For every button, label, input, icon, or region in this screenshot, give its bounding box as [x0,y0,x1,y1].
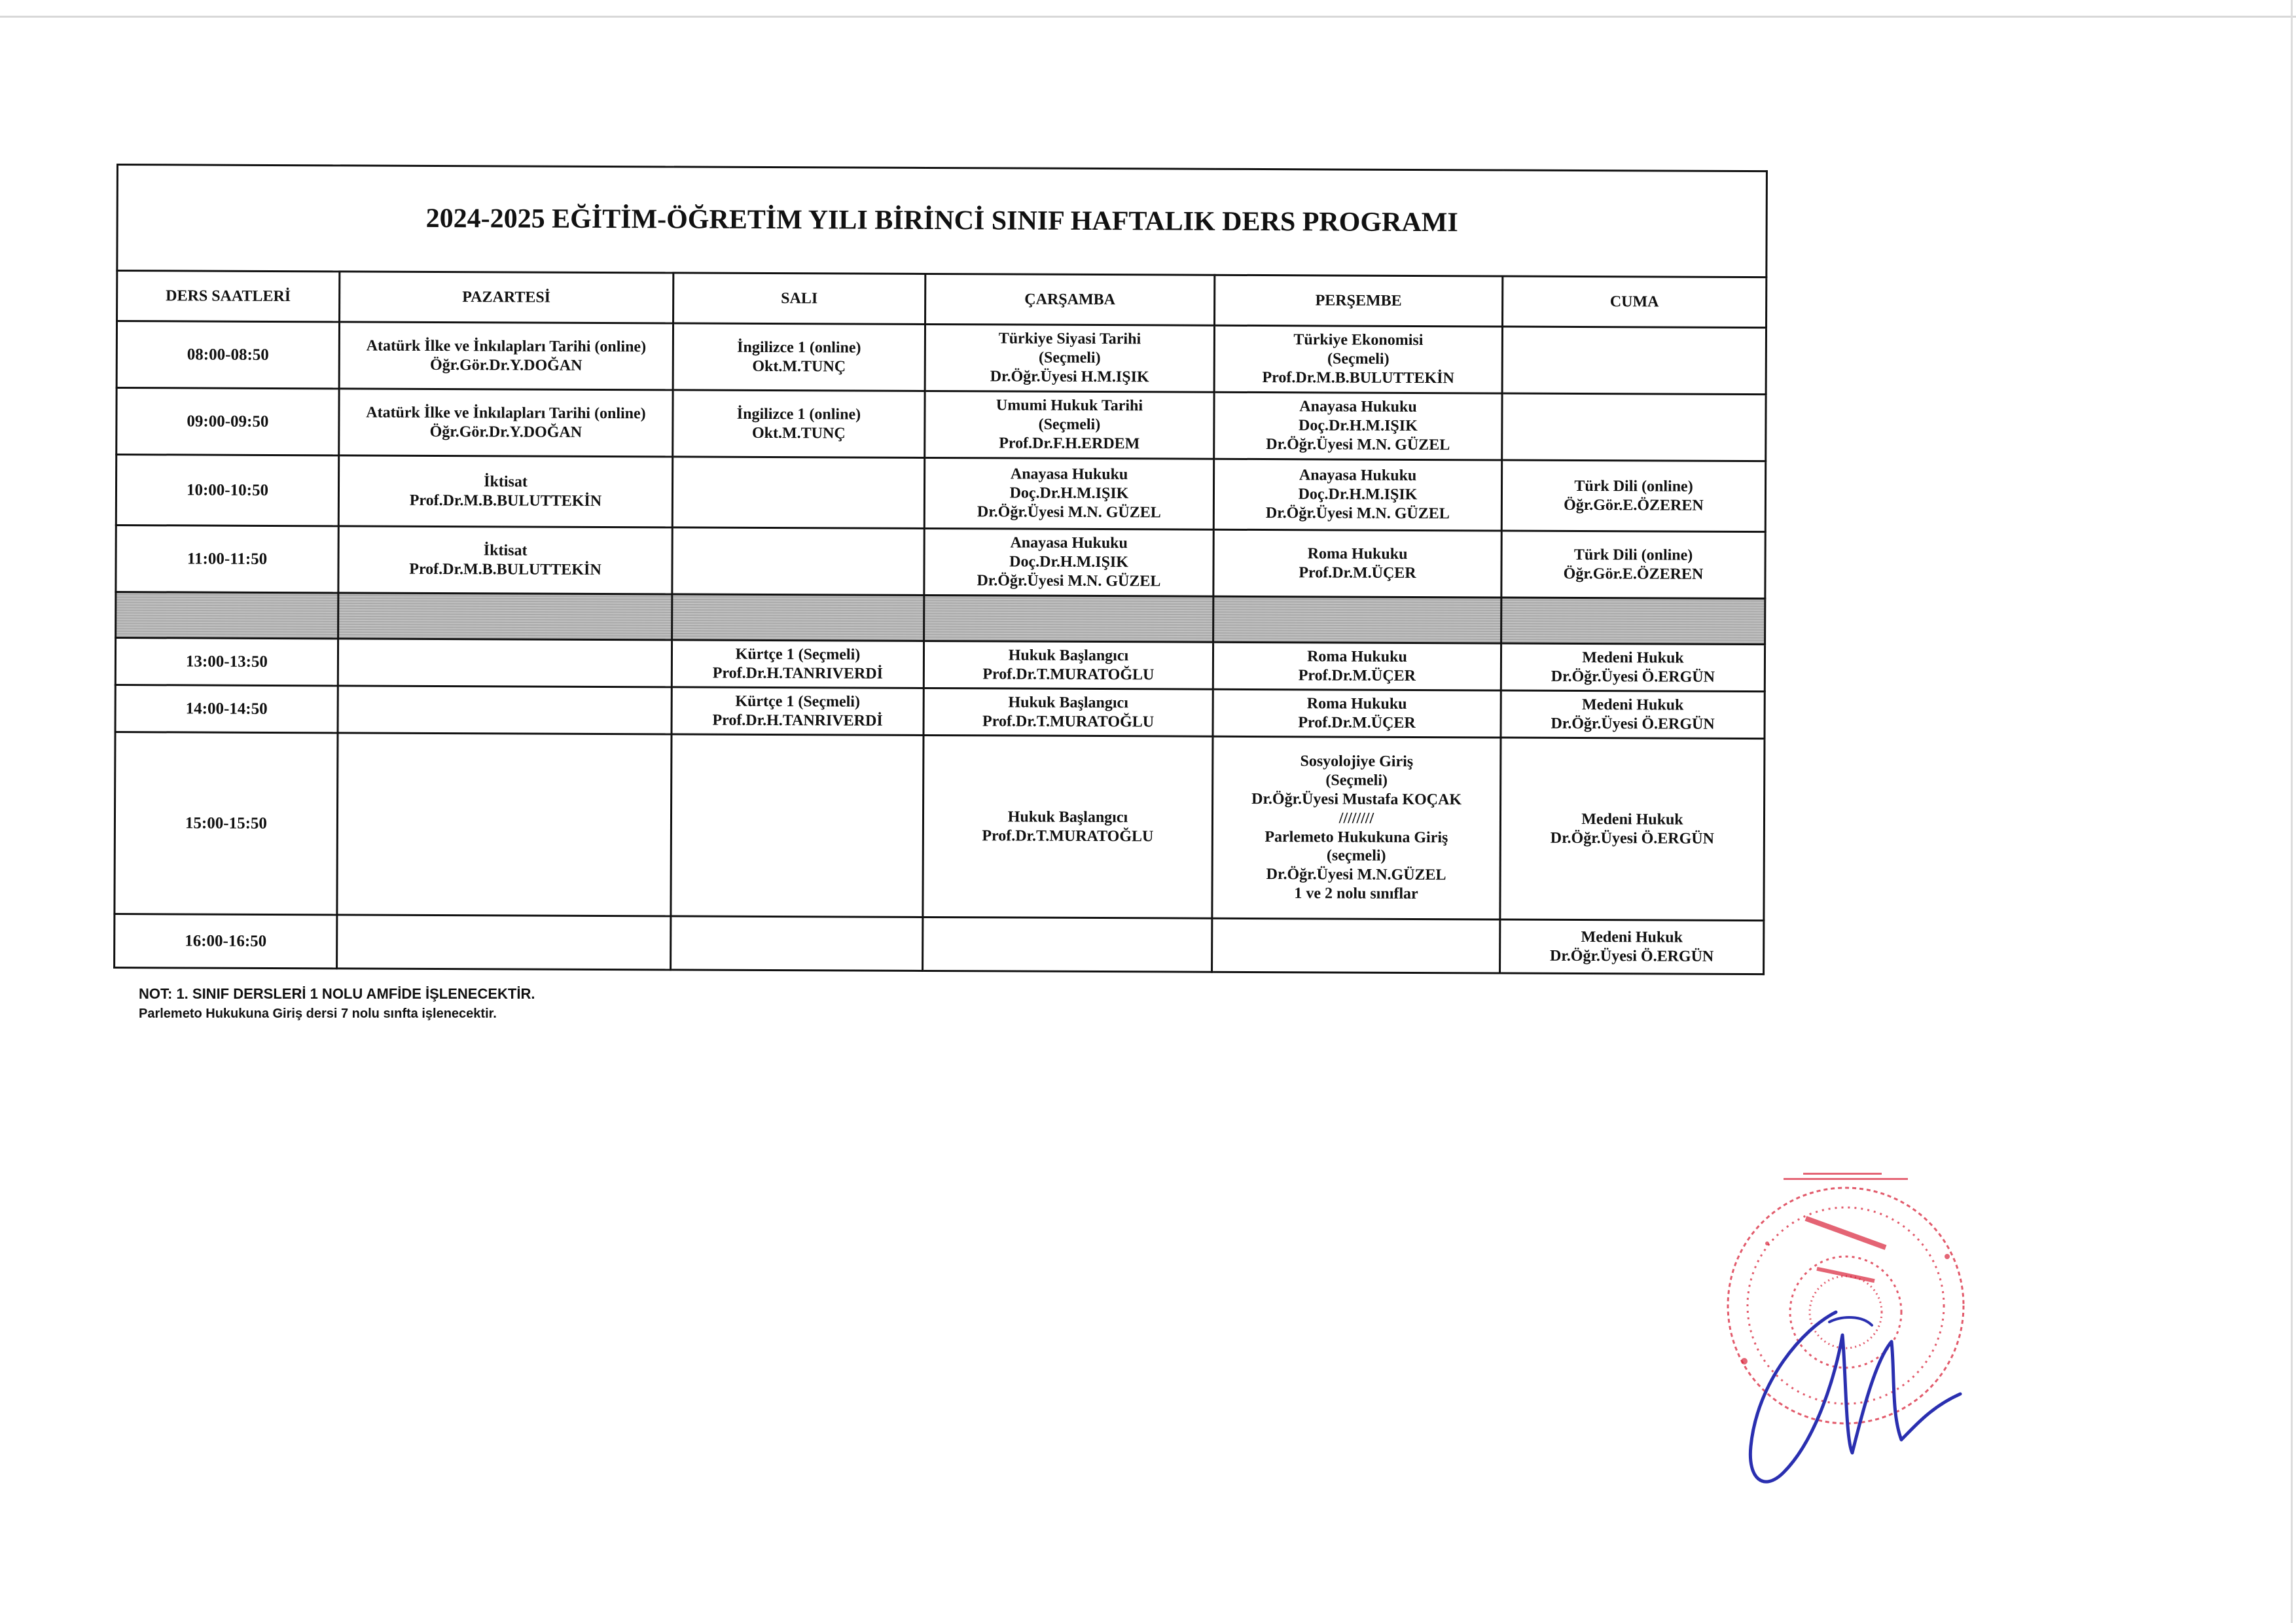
course-cell-monday [337,733,672,916]
course-line: Okt.M.TUNÇ [752,357,846,375]
course-cell-monday [337,915,671,970]
table-row [116,526,1765,599]
course-line: Medeni Hukuk [1581,810,1683,829]
course-cell-monday [339,322,673,390]
official-stamp-with-signature [1705,1165,1986,1505]
course-line: (Seçmeli) [1038,349,1101,367]
course-line: Prof.Dr.M.B.BULUTTEKİN [1262,368,1454,387]
header-friday: CUMA [1503,276,1767,328]
course-line: Umumi Hukuk Tarihi [996,397,1143,415]
course-cell-monday [338,526,672,594]
course-line: Dr.Öğr.Üyesi Mustafa KOÇAK [1251,790,1462,809]
course-line: Medeni Hukuk [1582,649,1684,667]
time-slot: 09:00-09:50 [117,388,339,455]
scan-edge-top [0,16,2296,18]
course-cell-tuesday [671,734,924,918]
course-cell-wednesday [924,457,1213,529]
course-line: Medeni Hukuk [1581,696,1684,714]
course-line: Dr.Öğr.Üyesi Ö.ERGÜN [1549,947,1714,965]
course-line: Hukuk Başlangıcı [1008,694,1128,711]
course-line: Kürtçe 1 (Seçmeli) [735,692,861,711]
course-line: Türkiye Ekonomisi [1293,331,1424,349]
course-line: Öğr.Gör.E.ÖZEREN [1564,496,1704,514]
course-line: Anayasa Hukuku [1010,465,1128,484]
time-slot: 11:00-11:50 [116,526,338,593]
course-cell-monday [338,686,672,734]
course-cell-monday [338,639,672,687]
course-line: Dr.Öğr.Üyesi H.M.IŞIK [990,368,1149,386]
course-line: Dr.Öğr.Üyesi M.N. GÜZEL [977,572,1161,590]
notes [139,986,535,1022]
course-cell-friday [1501,531,1765,599]
course-cell-tuesday [672,640,924,688]
time-slot [116,592,338,639]
course-line: Prof.Dr.T.MURATOĞLU [982,827,1154,845]
course-cell-friday [1501,690,1765,739]
course-line: Roma Hukuku [1307,648,1407,666]
course-cell-friday [1501,597,1765,645]
time-slot: 10:00-10:50 [116,455,338,526]
course-line: İngilizce 1 (online) [737,338,861,357]
course-line: Hukuk Başlangıcı [1007,808,1128,826]
course-line: Öğr.Gör.Dr.Y.DOĞAN [429,356,583,374]
course-line: Medeni Hukuk [1581,928,1683,946]
course-line: Prof.Dr.M.ÜÇER [1299,563,1416,582]
course-cell-tuesday [672,527,924,596]
table-row [115,732,1765,920]
course-line: Roma Hukuku [1307,545,1408,563]
table-row [117,321,1766,395]
course-cell-friday [1502,327,1766,395]
course-line: Prof.Dr.H.TANRIVERDİ [712,664,884,683]
course-line: Sosyolojiye Giriş [1300,753,1414,771]
header-wednesday: ÇARŞAMBA [925,274,1215,325]
lunch-break-row [116,592,1765,645]
course-line: Türk Dili (online) [1574,477,1693,495]
course-line: Prof.Dr.F.H.ERDEM [999,435,1140,453]
header-thursday: PERŞEMBE [1215,275,1503,327]
course-line: Dr.Öğr.Üyesi M.N.GÜZEL [1266,866,1446,884]
course-line: Doç.Dr.H.M.IŞIK [1298,417,1418,435]
course-cell-thursday [1212,918,1500,973]
course-line: Okt.M.TUNÇ [751,424,846,442]
course-line: Doç.Dr.H.M.IŞIK [1009,553,1129,571]
page-title: 2024-2025 EĞİTİM-ÖĞRETİM YILI BİRİNCİ SINIF HAFTALIK DERS PROGRAMI [117,165,1767,277]
course-line: Dr.Öğr.Üyesi Ö.ERGÜN [1551,715,1715,733]
course-line: İngilizce 1 (online) [736,405,861,423]
course-line: Roma Hukuku [1306,695,1407,713]
time-slot: 08:00-08:50 [117,321,339,389]
course-line: Prof.Dr.T.MURATOĞLU [982,712,1155,730]
course-cell-thursday [1212,736,1501,919]
time-slot: 15:00-15:50 [115,732,338,914]
course-line: Türk Dili (online) [1573,546,1693,564]
course-cell-friday [1501,460,1765,532]
course-cell-tuesday [673,323,925,391]
course-cell-monday [339,389,673,457]
table-row [117,388,1766,461]
course-cell-thursday [1213,459,1501,531]
header-row [117,271,1767,328]
course-line: Kürtçe 1 (Seçmeli) [735,645,861,664]
course-cell-tuesday [673,390,925,458]
course-line: Dr.Öğr.Üyesi Ö.ERGÜN [1551,668,1715,686]
course-line: Hukuk Başlangıcı [1008,647,1129,664]
scan-edge-right [2291,0,2293,1623]
course-cell-friday [1500,738,1765,921]
table-row [115,638,1765,692]
course-cell-wednesday [924,528,1213,596]
course-cell-thursday [1213,529,1501,597]
course-cell-friday [1501,643,1765,692]
course-cell-thursday [1214,325,1502,393]
course-cell-tuesday [672,687,924,736]
course-line: Anayasa Hukuku [1010,534,1128,552]
course-line: Doç.Dr.H.M.IŞIK [1009,484,1129,503]
course-line: İktisat [484,473,528,491]
course-line: (Seçmeli) [1325,772,1388,789]
table-row [115,914,1764,974]
course-line: Dr.Öğr.Üyesi Ö.ERGÜN [1550,829,1715,847]
header-tuesday: SALI [673,273,925,325]
course-cell-friday [1500,919,1764,974]
course-cell-wednesday [924,641,1213,689]
table-row [116,455,1765,532]
course-line: (seçmeli) [1326,847,1386,865]
course-line: Anayasa Hukuku [1299,398,1417,416]
course-cell-wednesday [925,324,1214,392]
course-cell-monday [338,455,672,527]
time-slot: 14:00-14:50 [115,685,338,732]
course-line: //////// [1338,810,1374,827]
course-cell-thursday [1213,689,1501,738]
time-slot: 16:00-16:50 [115,914,337,968]
course-line: Dr.Öğr.Üyesi M.N. GÜZEL [1265,504,1450,523]
course-cell-wednesday [923,917,1212,972]
course-line: Öğr.Gör.E.ÖZEREN [1563,565,1704,583]
course-cell-tuesday [672,457,924,529]
course-line: Prof.Dr.T.MURATOĞLU [982,665,1155,683]
table-row [115,685,1765,738]
course-line: Prof.Dr.M.ÜÇER [1298,713,1416,732]
course-line: Prof.Dr.M.B.BULUTTEKİN [409,491,602,510]
course-line: Prof.Dr.M.ÜÇER [1298,666,1416,685]
course-cell-wednesday [924,595,1213,642]
header-time: DERS SAATLERİ [117,271,340,322]
course-cell-monday [338,593,672,640]
course-line: İktisat [483,541,528,560]
course-line: Prof.Dr.M.B.BULUTTEKİN [409,560,601,579]
course-line: Atatürk İlke ve İnkılapları Tarihi (online) [366,404,646,422]
course-cell-friday [1502,393,1766,461]
course-cell-tuesday [672,594,924,641]
course-cell-wednesday [924,688,1213,736]
header-monday: PAZARTESİ [340,272,673,323]
course-cell-tuesday [671,916,923,971]
course-line: Anayasa Hukuku [1299,467,1417,485]
course-line: Atatürk İlke ve İnkılapları Tarihi (online) [366,337,647,355]
course-cell-thursday [1214,392,1502,460]
course-line: Dr.Öğr.Üyesi M.N. GÜZEL [977,503,1161,522]
course-cell-thursday [1213,596,1501,643]
course-cell-wednesday [925,391,1214,459]
note-line-1: NOT: 1. SINIF DERSLERİ 1 NOLU AMFİDE İŞLENECEKTİR. [139,986,535,1002]
course-line: (Seçmeli) [1038,416,1101,434]
time-slot: 13:00-13:50 [115,638,338,686]
course-cell-thursday [1213,642,1501,690]
course-line: 1 ve 2 nolu sınıflar [1294,885,1418,902]
course-line: Doç.Dr.H.M.IŞIK [1298,486,1418,504]
note-line-2: Parlemeto Hukukuna Giriş dersi 7 nolu sınfta işlenecektir. [139,1007,497,1021]
course-line: Öğr.Gör.Dr.Y.DOĞAN [429,423,583,441]
course-line: Prof.Dr.H.TANRIVERDİ [712,711,883,730]
course-cell-wednesday [923,735,1213,918]
course-line: Parlemeto Hukukuna Giriş [1265,828,1448,846]
course-line: Türkiye Siyasi Tarihi [998,330,1141,348]
course-line: (Seçmeli) [1327,350,1390,368]
course-line: Dr.Öğr.Üyesi M.N. GÜZEL [1266,435,1450,454]
schedule-table [113,164,1768,975]
